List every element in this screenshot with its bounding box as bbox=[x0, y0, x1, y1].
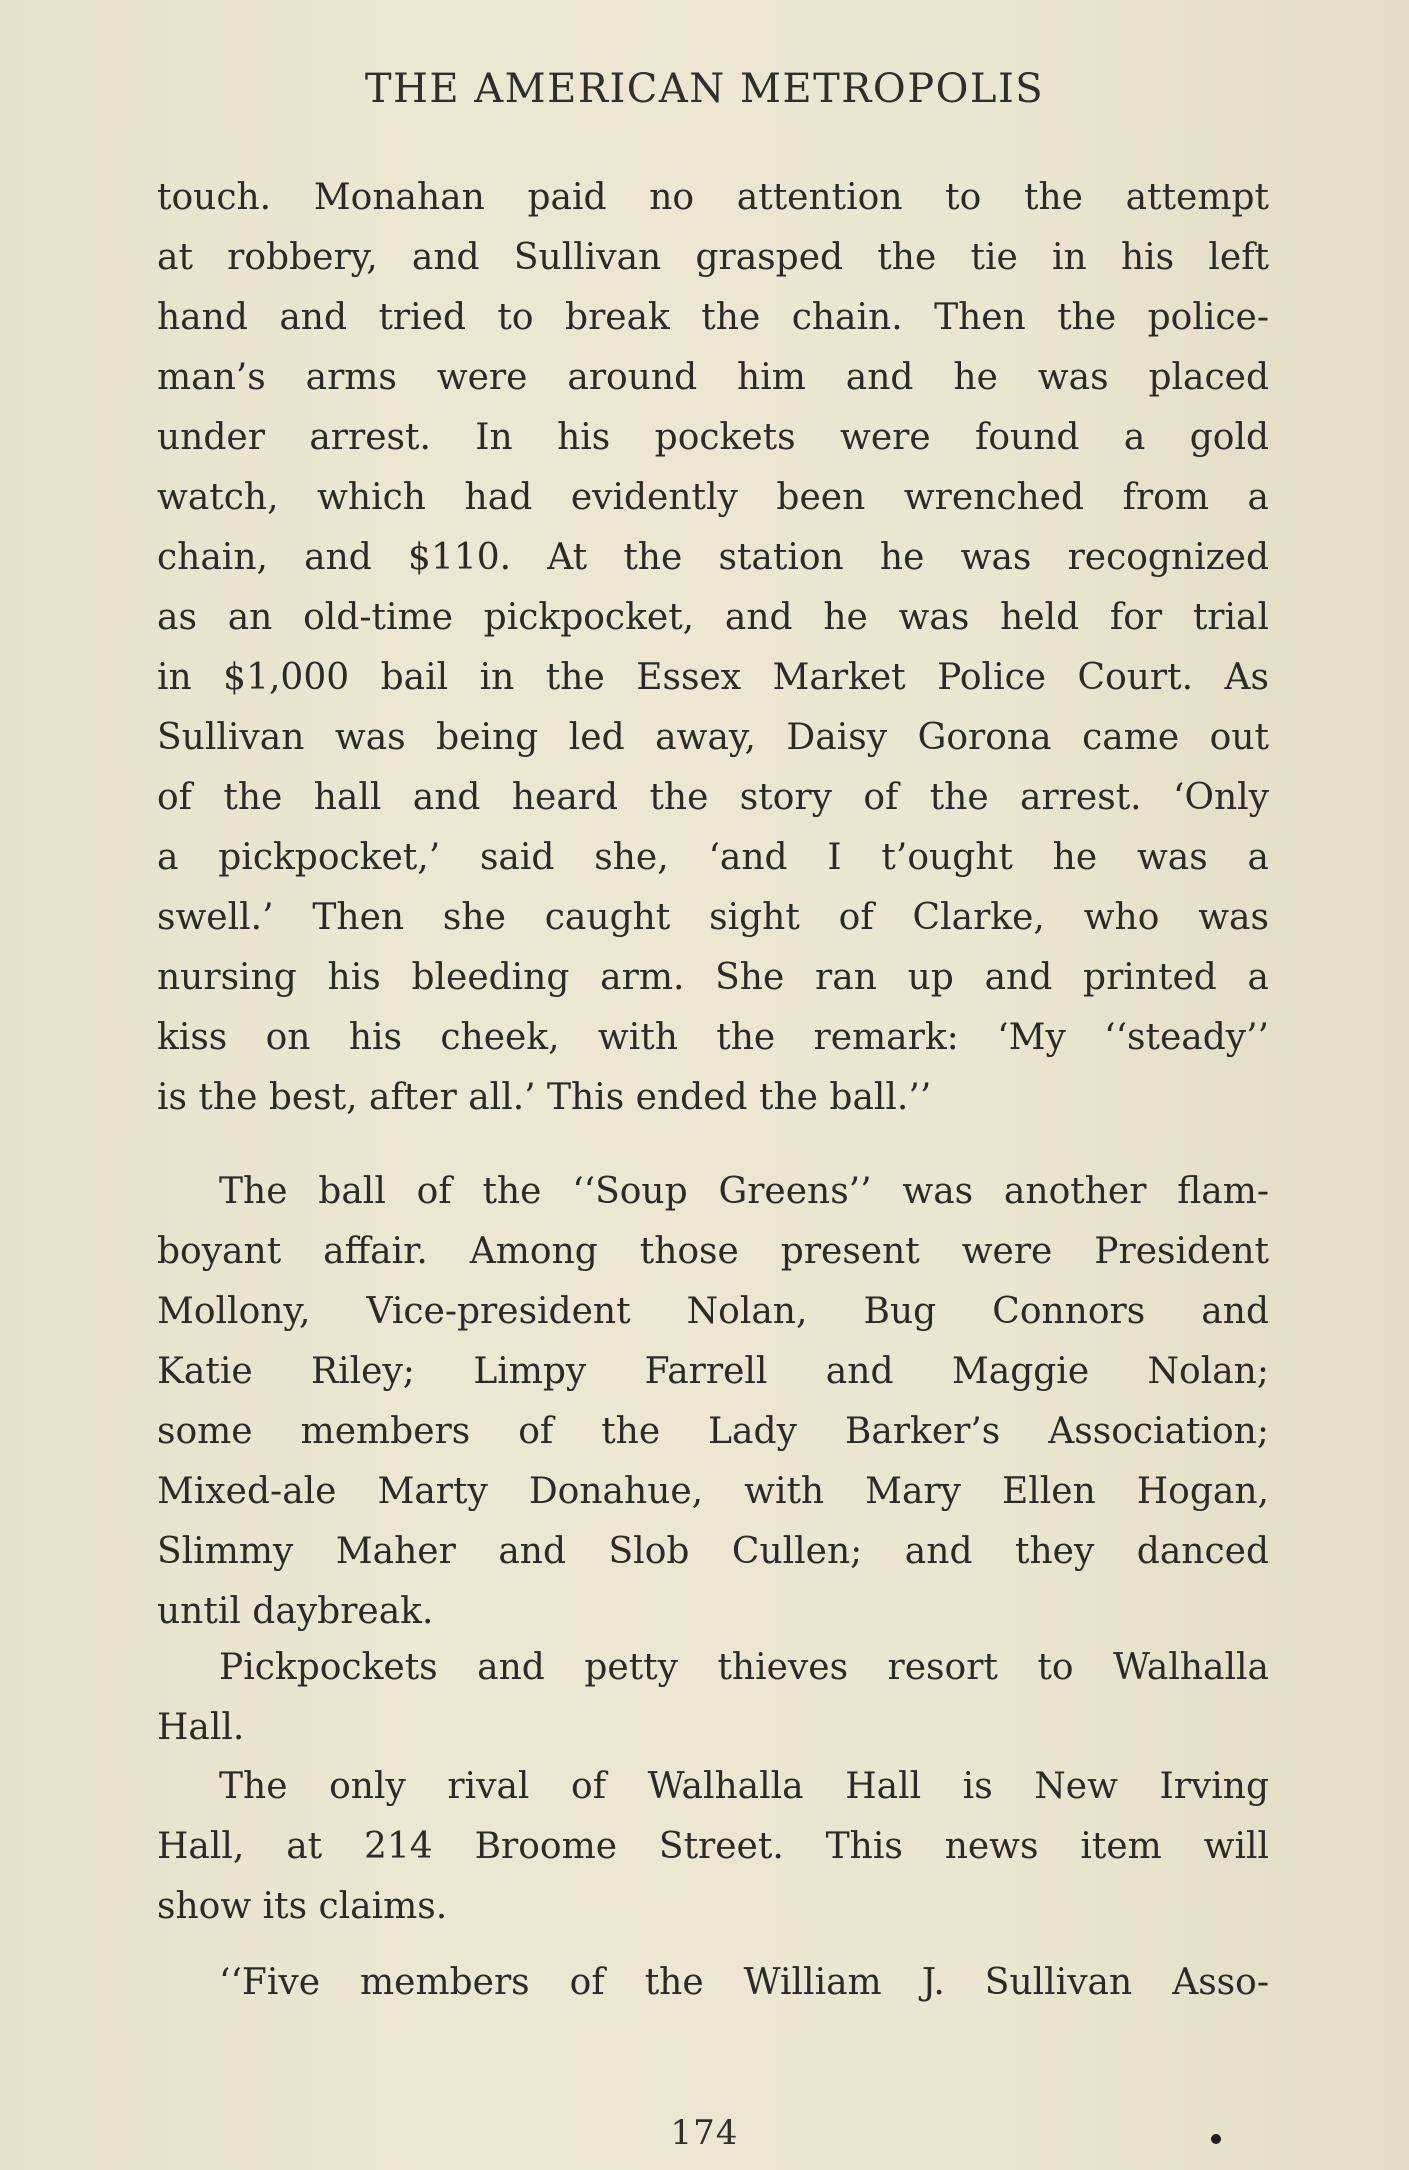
text-line: Hall, at 214 Broome Street. This news item will bbox=[157, 1826, 1269, 1867]
paragraph-5 bbox=[157, 1953, 1269, 2013]
paragraph-4 bbox=[157, 1757, 1269, 1937]
text-line: show its claims. bbox=[157, 1886, 448, 1927]
paragraph-3 bbox=[157, 1638, 1269, 1758]
running-head: THE AMERICAN METROPOLIS bbox=[364, 66, 1045, 112]
text-line: chain, and $110. At the station he was recognized bbox=[157, 537, 1269, 578]
text-line: The only rival of Walhalla Hall is New Irving bbox=[219, 1766, 1269, 1807]
ink-dot bbox=[1211, 2134, 1221, 2144]
text-line: kiss on his cheek, with the remark: ‘My ‘‘steady’’ bbox=[157, 1017, 1269, 1058]
text-line: swell.’ Then she caught sight of Clarke, who was bbox=[157, 897, 1269, 938]
text-line: touch. Monahan paid no attention to the attempt bbox=[157, 177, 1269, 218]
text-line: until daybreak. bbox=[157, 1591, 434, 1632]
text-line: nursing his bleeding arm. She ran up and printed a bbox=[157, 957, 1269, 998]
text-line: some members of the Lady Barker’s Association; bbox=[157, 1411, 1269, 1452]
text-line: Slimmy Maher and Slob Cullen; and they danced bbox=[157, 1531, 1269, 1572]
text-line: ‘‘Five members of the William J. Sullivan Asso- bbox=[219, 1962, 1269, 2003]
text-line: of the hall and heard the story of the arrest. ‘Only bbox=[157, 777, 1269, 818]
text-line: is the best, after all.’ This ended the ball.’’ bbox=[157, 1077, 932, 1118]
paragraph-1 bbox=[157, 168, 1269, 1128]
text-line: boyant affair. Among those present were President bbox=[157, 1231, 1269, 1272]
text-line: Hall. bbox=[157, 1707, 245, 1748]
text-line: Katie Riley; Limpy Farrell and Maggie Nolan; bbox=[157, 1351, 1269, 1392]
page-number: 174 bbox=[670, 2113, 739, 2153]
text-line: in $1,000 bail in the Essex Market Police Court. As bbox=[157, 657, 1269, 698]
text-line: as an old-time pickpocket, and he was held for trial bbox=[157, 597, 1269, 638]
text-line: Pickpockets and petty thieves resort to Walhalla bbox=[219, 1647, 1269, 1688]
text-line: Mixed-ale Marty Donahue, with Mary Ellen Hogan, bbox=[157, 1471, 1269, 1512]
text-line: at robbery, and Sullivan grasped the tie in his left bbox=[157, 237, 1269, 278]
text-line: The ball of the ‘‘Soup Greens’’ was another flam- bbox=[219, 1171, 1269, 1212]
text-line: watch, which had evidently been wrenched from a bbox=[157, 477, 1269, 518]
text-line: Sullivan was being led away, Daisy Gorona came out bbox=[157, 717, 1269, 758]
text-line: hand and tried to break the chain. Then the police- bbox=[157, 297, 1269, 338]
text-line: Mollony, Vice-president Nolan, Bug Connors and bbox=[157, 1291, 1269, 1332]
text-line: man’s arms were around him and he was placed bbox=[157, 357, 1269, 398]
text-line: under arrest. In his pockets were found a gold bbox=[157, 417, 1269, 458]
paragraph-2 bbox=[157, 1162, 1269, 1642]
text-line: a pickpocket,’ said she, ‘and I t’ought he was a bbox=[157, 837, 1269, 878]
